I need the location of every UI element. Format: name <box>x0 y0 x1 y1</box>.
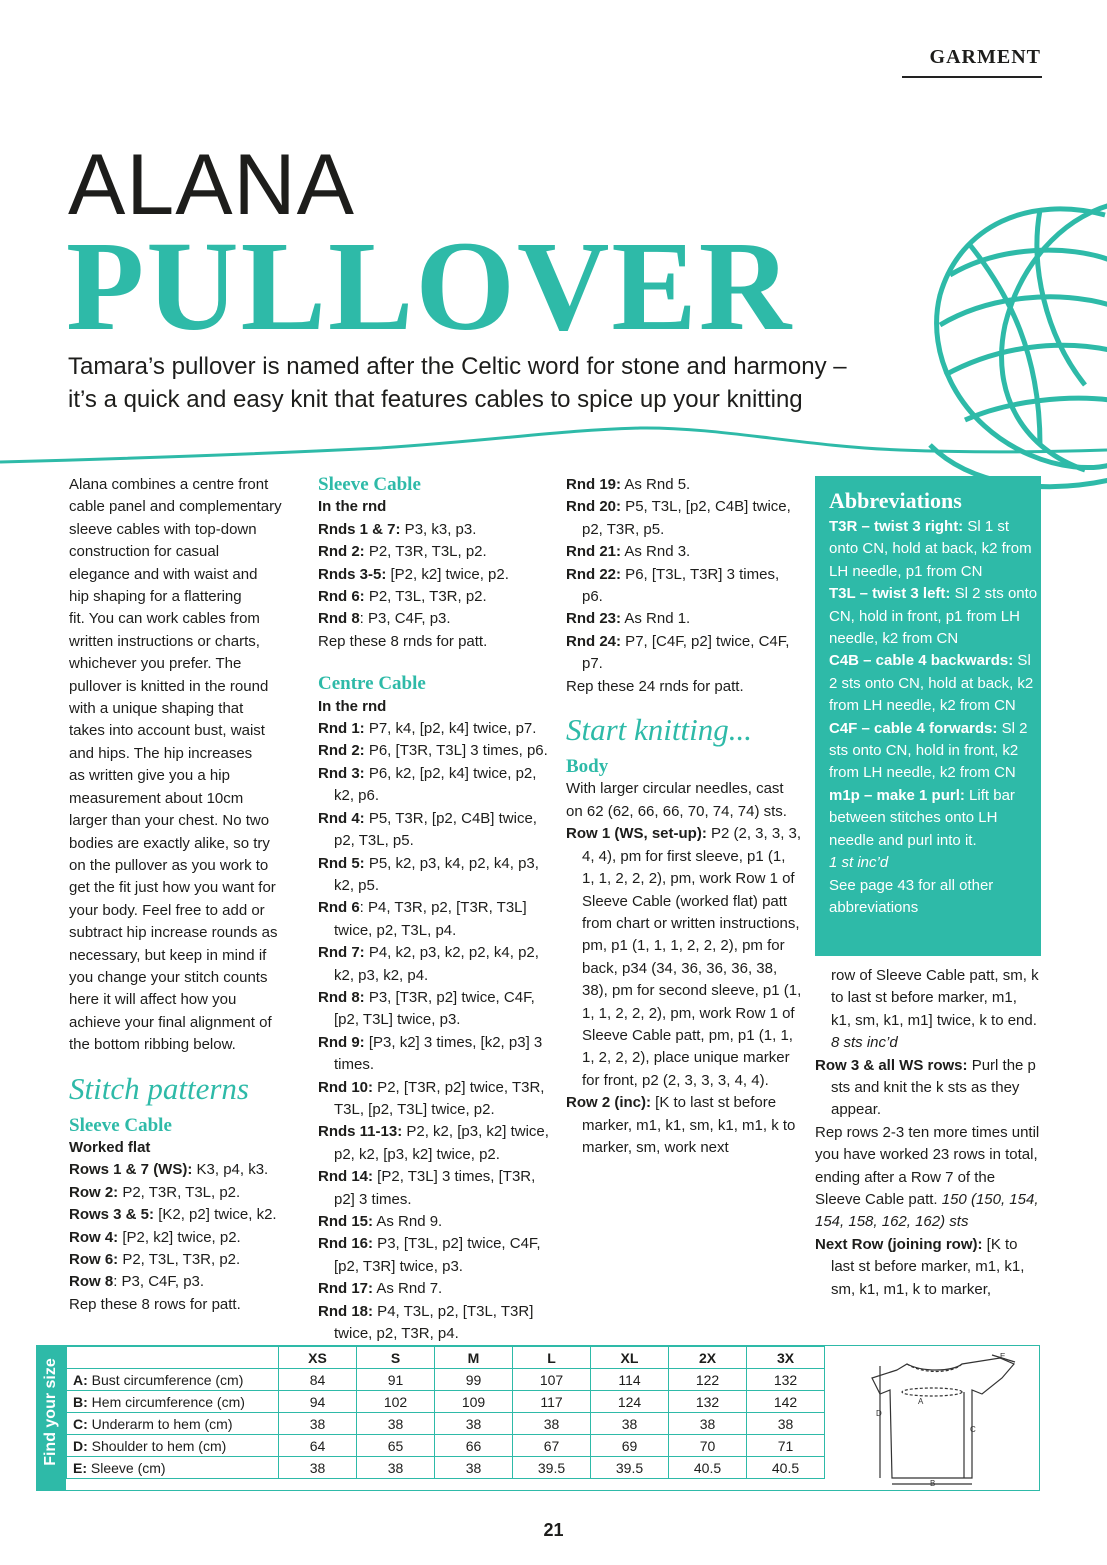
instruction-row <box>566 541 802 563</box>
intro-line: achieve your final alignment of <box>69 1013 272 1031</box>
instruction-key: Rnd 6: <box>318 588 365 606</box>
instruction-text: [P2, k2] twice, p2. <box>386 565 509 583</box>
instruction-key: Rnd 9: <box>318 1033 365 1051</box>
row-2-text: [K to last st before marker, m1, k1, sm, k1, m1, k to marker, sm, work next <box>582 1094 796 1156</box>
measurement-label <box>67 1457 279 1479</box>
measurement-label <box>67 1391 279 1413</box>
repeat-text: Rep rows 2-3 ten more times until you have worked 23 rows in total, ending after a Row 7 of the Sleeve Cable patt. <box>815 1123 1040 1209</box>
measurement-value: 66 <box>435 1435 513 1457</box>
instruction-key: Row 2: <box>69 1183 119 1201</box>
start-knitting-column <box>566 474 802 1159</box>
instruction-key: Rnd 6 <box>318 899 360 917</box>
intro-text <box>69 474 301 1057</box>
sleeve-cable-flat-rep: Rep these 8 rows for patt. <box>69 1295 241 1313</box>
intro-line: sleeve cables with top-down <box>69 520 257 538</box>
abbreviation-key: T3R – twist 3 right: <box>829 518 964 535</box>
measurement-key: C: <box>73 1415 88 1432</box>
intro-line: cable panel and complementary <box>69 498 282 516</box>
row-1-text: P2 (2, 3, 3, 3, 4, 4), pm for first sleeve, p1 (1, 1, 1, 2, 2, 2), pm, work Row 1 of Sleeve Cable (worked flat) patt from chart or written instructions, pm, p1 (1, 1, 1, 2, 2, 2), pm for back, p34 (34, 36, 36, 36, 38, 38), pm for second sleeve, p1 (1, 1, 1, 2, 2, 2), pm, work Row 1 of Sleeve Cable patt, pm, p1 (1, 1, 1, 2, 2, 2), place unique marker for front, p2 (2, 3, 3, 3, 4, 4). <box>582 825 802 1089</box>
measurement-value: 99 <box>435 1369 513 1391</box>
intro-line: the bottom ribbing below. <box>69 1036 236 1054</box>
instruction-text: P4, k2, p3, k2, p2, k4, p2, k2, p3, k2, p4. <box>334 944 539 984</box>
intro-line: with a unique shaping that <box>69 700 244 718</box>
abbreviation-key: C4F – cable 4 forwards: <box>829 719 998 737</box>
instruction-text: P7, k4, [p2, k4] twice, p7. <box>364 720 537 738</box>
abbreviation-key: T3L – twist 3 left: <box>829 585 951 603</box>
size-column-header: M <box>435 1347 513 1369</box>
instruction-text: K3, p4, k3. <box>192 1161 269 1179</box>
m1p-note: 1 st inc’d <box>829 854 889 872</box>
instruction-key: Rnd 2: <box>318 543 365 561</box>
standfirst-line-2: it’s a quick and easy knit that features cables to spice up your knitting <box>68 386 803 413</box>
sleeve-cable-flat-rows <box>69 1159 301 1293</box>
size-tab-label: Find your size <box>42 1358 59 1466</box>
section-label: GARMENT <box>929 46 1041 68</box>
instruction-row <box>318 942 554 987</box>
intro-line: pullover is knitted in the round <box>69 677 269 695</box>
diagram-label-c: C <box>970 1425 976 1434</box>
sleeve-cable-rnd-sub: In the rnd <box>318 498 387 516</box>
measurement-value: 117 <box>513 1391 591 1413</box>
decorative-wave-line <box>0 420 1107 470</box>
instruction-key: Rnd 24: <box>566 632 622 650</box>
table-row <box>67 1413 825 1435</box>
measurement-value: 102 <box>357 1391 435 1413</box>
instruction-text: : P4, T3R, p2, [T3R, T3L] twice, p2, T3L, p4. <box>334 899 527 939</box>
instruction-key: Rnd 19: <box>566 476 622 493</box>
start-knitting-heading: Start knitting... <box>566 712 752 748</box>
measurement-value: 38 <box>435 1413 513 1435</box>
instruction-text: P2, T3R, T3L, p2. <box>118 1183 241 1201</box>
instruction-key: Rnd 2: <box>318 742 365 760</box>
row-2-continued-text: row of Sleeve Cable patt, sm, k to last st before marker, m1, k1, sm, k1, m1] twice, k to end. <box>831 967 1039 1029</box>
diagram-label-b: B <box>930 1479 936 1488</box>
measurement-value: 69 <box>591 1435 669 1457</box>
row-2-continued <box>815 965 1041 1055</box>
instruction-row <box>69 1204 301 1226</box>
instruction-key: Rnd 15: <box>318 1213 374 1230</box>
instruction-key: Rnd 5: <box>318 854 365 872</box>
instruction-text: P2, T3R, T3L, p2. <box>364 543 487 561</box>
diagram-label-a: A <box>918 1397 924 1406</box>
measurement-value: 38 <box>513 1413 591 1435</box>
size-column-header: XS <box>279 1347 357 1369</box>
instruction-text: As Rnd 1. <box>621 610 691 628</box>
size-column-header: 2X <box>669 1347 747 1369</box>
intro-line: larger than your chest. No two <box>69 812 270 830</box>
instruction-key: Rnd 8 <box>318 610 360 628</box>
instruction-row <box>318 1121 554 1166</box>
instruction-key: Rnd 14: <box>318 1168 374 1186</box>
instruction-key: Rows 3 & 5: <box>69 1206 155 1224</box>
intro-line: construction for casual <box>69 543 220 561</box>
measurement-name: Hem circumference (cm) <box>87 1393 245 1410</box>
intro-line: and hips. The hip increases <box>69 744 253 762</box>
measurement-label <box>67 1413 279 1435</box>
sleeve-cable-rnd-rep: Rep these 8 rnds for patt. <box>318 632 488 650</box>
measurement-key: B: <box>73 1393 88 1410</box>
instruction-row <box>318 1032 554 1077</box>
instruction-row <box>69 1249 301 1271</box>
instruction-row <box>318 1278 554 1300</box>
instruction-text: [P2, T3L] 3 times, [T3R, p2] 3 times. <box>334 1168 536 1208</box>
instruction-key: Row 6: <box>69 1251 119 1268</box>
instruction-text: P6, [T3L, T3R] 3 times, p6. <box>582 565 780 606</box>
instruction-key: Rnd 4: <box>318 809 365 827</box>
measurement-value: 39.5 <box>591 1457 669 1479</box>
measurement-name: Sleeve (cm) <box>87 1459 166 1476</box>
garment-measurement-diagram <box>852 1350 1032 1488</box>
instruction-text: P5, T3L, [p2, C4B] twice, p2, T3R, p5. <box>582 498 791 538</box>
abbreviation-key: m1p – make 1 purl: <box>829 786 965 804</box>
title-line-1: ALANA <box>68 137 356 233</box>
next-row-key: Next Row (joining row): <box>815 1235 983 1253</box>
instruction-key: Rnd 3: <box>318 764 365 782</box>
instruction-row <box>318 586 554 608</box>
standfirst-line-1: Tamara’s pullover is named after the Celtic word for stone and harmony – <box>68 353 847 380</box>
measurement-label <box>67 1435 279 1457</box>
instruction-text: P3, [T3R, p2] twice, C4F, [p2, T3L] twice, p3. <box>334 988 535 1029</box>
measurement-key: D: <box>73 1437 88 1454</box>
next-row-instruction <box>815 1234 1041 1301</box>
instruction-key: Row 8 <box>69 1273 114 1291</box>
instruction-text: As Rnd 7. <box>373 1280 443 1298</box>
instruction-row <box>318 1233 554 1278</box>
measurement-value: 84 <box>279 1369 357 1391</box>
instruction-text: [P2, k2] twice, p2. <box>118 1228 241 1246</box>
intro-column <box>69 474 301 1316</box>
intro-line: here it will affect how you <box>69 991 237 1009</box>
instruction-row <box>318 740 554 762</box>
abbreviation-item <box>829 583 1041 650</box>
instruction-key: Rnd 10: <box>318 1078 374 1096</box>
measurement-value: 39.5 <box>513 1457 591 1479</box>
row-1-instruction <box>566 823 802 1092</box>
instruction-key: Rows 1 & 7 (WS): <box>69 1161 193 1179</box>
abbreviation-text: Lift bar between stitches onto LH needle and purl into it. <box>829 786 1015 849</box>
measurement-value: 132 <box>747 1369 825 1391</box>
sleeve-cable-flat-sub: Worked flat <box>69 1138 151 1156</box>
table-row <box>67 1457 825 1479</box>
size-table <box>66 1346 825 1479</box>
diagram-label-e: E <box>1000 1352 1006 1361</box>
measurement-name: Underarm to hem (cm) <box>87 1415 233 1432</box>
instruction-key: Row 4: <box>69 1228 119 1246</box>
instruction-row <box>566 631 802 676</box>
centre-cable-heading: Centre Cable <box>318 673 426 695</box>
table-row <box>67 1435 825 1457</box>
intro-line: as written give you a hip <box>69 767 230 785</box>
abbreviation-key: C4B – cable 4 backwards: <box>829 652 1014 670</box>
patterns-column <box>318 474 554 1345</box>
instruction-text: As Rnd 5. <box>621 476 691 493</box>
abbreviation-text: Sl 2 sts onto CN, hold in front, k2 from LH needle, k2 from CN <box>829 719 1028 782</box>
intro-line: measurement about 10cm <box>69 789 244 807</box>
intro-line: written instructions or charts, <box>69 632 260 650</box>
instruction-key: Rnd 7: <box>318 944 365 962</box>
measurement-name: Shoulder to hem (cm) <box>87 1437 227 1454</box>
abbreviation-text: Sl 2 sts onto CN, hold in front, p1 from LH needle, k2 from CN <box>829 585 1038 648</box>
intro-line: fit. You can work cables from <box>69 610 260 628</box>
instruction-key: Rnds 3-5: <box>318 565 387 583</box>
intro-line: takes into account bust, waist <box>69 722 265 740</box>
size-table-body <box>67 1369 825 1479</box>
section-rule <box>902 76 1042 78</box>
size-column-header: L <box>513 1347 591 1369</box>
measurement-value: 38 <box>357 1457 435 1479</box>
instruction-row <box>318 1077 554 1122</box>
measurement-value: 40.5 <box>669 1457 747 1479</box>
table-row <box>67 1369 825 1391</box>
instruction-text: [K2, p2] twice, k2. <box>154 1206 277 1224</box>
row-2-key: Row 2 (inc): <box>566 1094 651 1112</box>
centre-cable-rep: Rep these 24 rnds for patt. <box>566 677 744 695</box>
measurement-value: 70 <box>669 1435 747 1457</box>
size-table-header <box>67 1347 825 1369</box>
instruction-row <box>318 763 554 808</box>
instruction-text: As Rnd 9. <box>373 1213 443 1230</box>
row-3-text: Purl the p sts and knit the k sts as they appear. <box>831 1056 1036 1119</box>
standfirst <box>68 350 908 416</box>
instruction-row <box>69 1159 301 1181</box>
instruction-key: Rnd 18: <box>318 1302 374 1320</box>
intro-line: hip shaping for a flattering <box>69 588 242 606</box>
centre-cable-rows-part-1 <box>318 718 554 1345</box>
abbreviation-item <box>829 516 1041 583</box>
instruction-row <box>566 564 802 609</box>
sleeve-cable-rnd-rows <box>318 519 554 631</box>
measurement-label <box>67 1369 279 1391</box>
instruction-row <box>318 987 554 1032</box>
measurement-name: Bust circumference (cm) <box>87 1371 244 1388</box>
abbreviation-item <box>829 785 1041 852</box>
stitch-patterns-heading: Stitch patterns <box>69 1070 249 1106</box>
size-column-header: 3X <box>747 1347 825 1369</box>
continued-column <box>815 965 1041 1301</box>
measurement-value: 132 <box>669 1391 747 1413</box>
row-1-key: Row 1 (WS, set-up): <box>566 825 707 843</box>
abbreviation-text: Sl 1 st onto CN, hold at back, k2 from LH needle, p1 from CN <box>829 518 1032 580</box>
title-line-2: PULLOVER <box>66 215 794 357</box>
instruction-row <box>69 1182 301 1204</box>
instruction-row <box>318 608 554 630</box>
abbreviation-text: Sl 2 sts onto CN, hold at back, k2 from LH needle, k2 from CN <box>829 652 1034 715</box>
body-intro: With larger circular needles, cast on 62 (62, 66, 66, 70, 74, 74) sts. <box>566 780 787 820</box>
intro-line: get the fit just how you want for <box>69 879 276 897</box>
instruction-text: P6, [T3R, T3L] 3 times, p6. <box>364 742 548 760</box>
instruction-text: : P3, C4F, p3. <box>359 610 451 628</box>
measurement-value: 38 <box>279 1413 357 1435</box>
size-column-header: XL <box>591 1347 669 1369</box>
instruction-key: Rnd 1: <box>318 720 365 738</box>
measurement-key: A: <box>73 1371 88 1388</box>
instruction-key: Rnd 23: <box>566 610 622 628</box>
instruction-key: Rnd 20: <box>566 498 622 516</box>
instruction-row <box>318 897 554 942</box>
row-3-key: Row 3 & all WS rows: <box>815 1056 968 1074</box>
measurement-value: 114 <box>591 1369 669 1391</box>
instruction-text: P5, k2, p3, k4, p2, k4, p3, k2, p5. <box>334 854 539 894</box>
centre-cable-rows-part-2 <box>566 474 802 676</box>
measurement-value: 38 <box>669 1413 747 1435</box>
next-row-text: [K to last st before marker, m1, k1, sm, k1, m1, k to marker, <box>831 1235 1025 1298</box>
instruction-key: Rnds 11-13: <box>318 1123 403 1141</box>
instruction-text: P5, T3R, [p2, C4B] twice, p2, T3L, p5. <box>334 809 537 850</box>
measurement-value: 122 <box>669 1369 747 1391</box>
body-heading: Body <box>566 756 609 778</box>
instruction-row <box>318 853 554 898</box>
measurement-value: 91 <box>357 1369 435 1391</box>
row-2-instruction <box>566 1092 802 1159</box>
measurement-value: 107 <box>513 1369 591 1391</box>
centre-cable-sub: In the rnd <box>318 697 387 715</box>
intro-line: subtract hip increase rounds as <box>69 924 278 942</box>
instruction-text: P3, [T3L, p2] twice, C4F, [p2, T3R] twice, p3. <box>334 1235 541 1275</box>
instruction-key: Rnd 17: <box>318 1280 374 1298</box>
instruction-row <box>318 541 554 563</box>
intro-line: elegance and with waist and <box>69 565 258 583</box>
instruction-key: Rnd 16: <box>318 1235 374 1253</box>
measurement-value: 38 <box>357 1413 435 1435</box>
instruction-text: P4, T3L, p2, [T3L, T3R] twice, p2, T3R, p4. <box>334 1302 534 1343</box>
instruction-row <box>69 1227 301 1249</box>
intro-line: you change your stitch counts <box>69 968 268 986</box>
abbreviations-title: Abbreviations <box>829 488 962 513</box>
sleeve-cable-rnd-heading: Sleeve Cable <box>318 474 421 495</box>
size-column-header: S <box>357 1347 435 1369</box>
instruction-key: Rnds 1 & 7: <box>318 520 401 538</box>
intro-line: bodies are exactly alike, so try <box>69 834 270 852</box>
intro-line: your body. Feel free to add or <box>69 901 265 919</box>
instruction-row <box>69 1271 301 1293</box>
instruction-text: As Rnd 3. <box>621 543 691 561</box>
measurement-value: 38 <box>279 1457 357 1479</box>
repeat-instruction <box>815 1122 1041 1234</box>
instruction-row <box>318 718 554 740</box>
row-3-instruction <box>815 1055 1041 1122</box>
measurement-value: 38 <box>435 1457 513 1479</box>
size-tab <box>36 1345 66 1491</box>
abbreviations-list <box>829 516 1041 852</box>
abbreviations-footer: See page 43 for all other abbreviations <box>829 876 994 916</box>
instruction-text: : P3, C4F, p3. <box>113 1273 205 1291</box>
measurement-value: 124 <box>591 1391 669 1413</box>
intro-line: necessary, but keep in mind if <box>69 946 267 964</box>
abbreviation-item <box>829 718 1041 785</box>
instruction-text: P2, T3L, T3R, p2. <box>364 588 487 606</box>
row-2-note: 8 sts inc’d <box>831 1034 898 1052</box>
measurement-value: 94 <box>279 1391 357 1413</box>
instruction-row <box>318 564 554 586</box>
abbreviations-box <box>815 476 1041 956</box>
instruction-row <box>566 474 802 496</box>
measurement-value: 67 <box>513 1435 591 1457</box>
instruction-key: Rnd 21: <box>566 543 622 561</box>
instruction-text: P7, [C4F, p2] twice, C4F, p7. <box>582 632 790 673</box>
measurement-value: 38 <box>747 1413 825 1435</box>
instruction-key: Rnd 22: <box>566 565 622 583</box>
instruction-text: P2, [T3R, p2] twice, T3R, T3L, [p2, T3L] twice, p2. <box>334 1078 545 1118</box>
measurement-value: 38 <box>591 1413 669 1435</box>
measurement-value: 40.5 <box>747 1457 825 1479</box>
measurement-value: 64 <box>279 1435 357 1457</box>
instruction-key: Rnd 8: <box>318 988 365 1006</box>
instruction-row <box>566 608 802 630</box>
abbreviation-item <box>829 650 1041 717</box>
instruction-text: P3, k3, p3. <box>400 520 477 538</box>
intro-line: whichever you prefer. The <box>69 655 242 673</box>
measurement-value: 142 <box>747 1391 825 1413</box>
table-row <box>67 1391 825 1413</box>
instruction-row <box>318 519 554 541</box>
instruction-text: P6, k2, [p2, k4] twice, p2, k2, p6. <box>334 764 537 805</box>
size-table-corner <box>67 1347 279 1369</box>
instruction-row <box>318 1166 554 1211</box>
instruction-text: [P3, k2] 3 times, [k2, p3] 3 times. <box>334 1033 543 1074</box>
instruction-row <box>566 496 802 541</box>
instruction-text: P2, T3L, T3R, p2. <box>118 1251 241 1268</box>
repeat-note: 150 (150, 154, 154, 158, 162, 162) sts <box>815 1191 1039 1231</box>
instruction-text: P2, k2, [p3, k2] twice, p2, k2, [p3, k2] twice, p2. <box>334 1123 549 1163</box>
instruction-row <box>318 808 554 853</box>
instruction-row <box>318 1211 554 1233</box>
measurement-value: 109 <box>435 1391 513 1413</box>
measurement-key: E: <box>73 1459 87 1476</box>
measurement-value: 71 <box>747 1435 825 1457</box>
intro-line: Alana combines a centre front <box>69 476 269 493</box>
diagram-label-d: D <box>876 1409 882 1418</box>
page-number: 21 <box>543 1520 564 1540</box>
instruction-row <box>318 1301 554 1346</box>
intro-line: on the pullover as you work to <box>69 856 269 874</box>
sleeve-cable-flat-heading: Sleeve Cable <box>69 1114 172 1136</box>
measurement-value: 65 <box>357 1435 435 1457</box>
